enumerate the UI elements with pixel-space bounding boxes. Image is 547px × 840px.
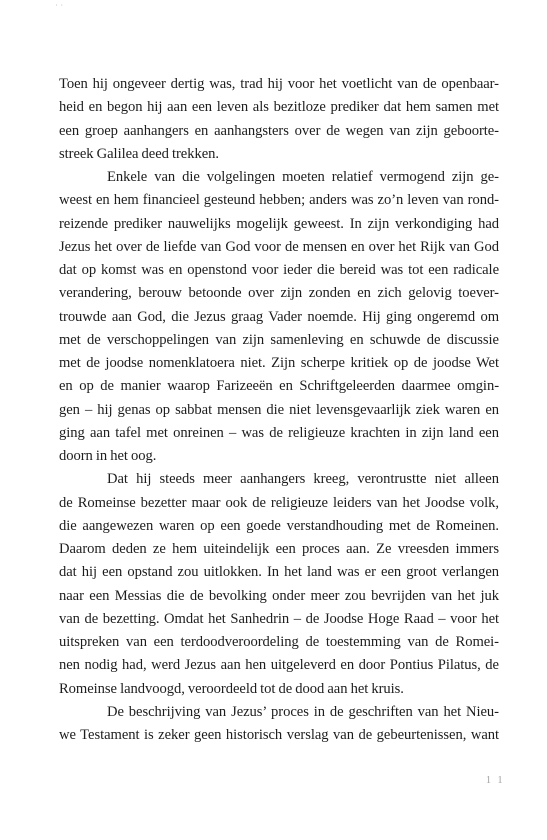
text-line: Toen hij ongeveer dertig was, trad hij voor het voetlicht van de openbaar-: [59, 76, 499, 92]
text-line: verandering, berouw betoonde over zijn zonden en zich gelovig toever-: [59, 285, 499, 302]
text-line: trouwde aan God, die Jezus graag Vader noemde. Hij ging ongeremd om: [59, 308, 499, 325]
text-line: gen – hij genas op sabbat mensen die niet levensgevaarlijk ziek waren en: [59, 401, 499, 418]
page-number: 1 1: [486, 775, 505, 786]
text-line: nen nodig had, werd Jezus aan hen uitgeleverd en door Pontius Pilatus, de: [59, 657, 499, 674]
text-line: we Testament is zeker geen historisch verslag van de gebeurtenissen, want: [59, 727, 499, 743]
text-line: dat op komst was en openstond voor ieder die bereid was tot een radicale: [59, 262, 499, 278]
scan-mark: ˙ ˙: [55, 3, 64, 13]
text-line: weest en hem financieel gesteund hebben; anders was zo’n leven van rond-: [59, 192, 499, 209]
text-line: Dat hij steeds meer aanhangers kreeg, verontrustte niet alleen: [107, 471, 499, 488]
paragraph-3: [59, 468, 499, 701]
text-line: heid en begon hij aan een leven als bezitloze prediker dat hem samen met: [59, 99, 499, 116]
text-line: streek Galilea deed trekken.: [59, 145, 219, 162]
text-line: dat hij een opstand zou uitlokken. In het land was er een groot verlangen: [59, 564, 499, 581]
text-line: de Romeinse bezetter maar ook de religieuze leiders van het Joodse volk,: [59, 494, 499, 511]
paragraph-1: [59, 73, 499, 166]
text-line: Enkele van die volgelingen moeten relatief vermogend zijn ge-: [107, 169, 499, 185]
text-line: Jezus het over de liefde van God voor de mensen en over het Rijk van God: [59, 238, 499, 255]
paragraph-2: [59, 166, 499, 468]
text-line: ging aan tafel met onreinen – was de religieuze krachten in zijn land een: [59, 424, 499, 441]
text-line: naar een Messias die de bevolking onder meer zou bevrijden van het juk: [59, 587, 499, 604]
text-line: Romeinse landvoogd, veroordeeld tot de dood aan het kruis.: [59, 680, 404, 697]
text-line: met de verschoppelingen van zijn samenleving en schuwde de discussie: [59, 331, 499, 348]
text-line: met de joodse nomenklatoera niet. Zijn scherpe kritiek op de joodse Wet: [59, 355, 499, 371]
text-line: doorn in het oog.: [59, 448, 157, 464]
text-line: uitspreken van een terdoodveroordeling de toestemming van de Romei-: [59, 634, 499, 650]
text-line: Daarom deden ze hem uiteindelijk een proces aan. Ze vreesden immers: [59, 541, 499, 557]
text-line: en op de manier waarop Farizeeën en Schriftgeleerden daarmee omgin-: [59, 378, 499, 395]
text-line: die aangewezen waren op een goede verstandhouding met de Romeinen.: [59, 517, 499, 534]
body-text: [59, 73, 499, 747]
text-line: De beschrijving van Jezus’ proces in de geschriften van het Nieu-: [107, 703, 499, 720]
paragraph-4: [59, 701, 499, 748]
text-line: reizende prediker nauwelijks mogelijk geweest. In zijn verkondiging had: [59, 215, 499, 232]
text-line: een groep aanhangers en aanhangsters over de wegen van zijn geboorte-: [59, 122, 499, 139]
text-line: van de bezetting. Omdat het Sanhedrin – de Joodse Hoge Raad – voor het: [59, 610, 499, 627]
